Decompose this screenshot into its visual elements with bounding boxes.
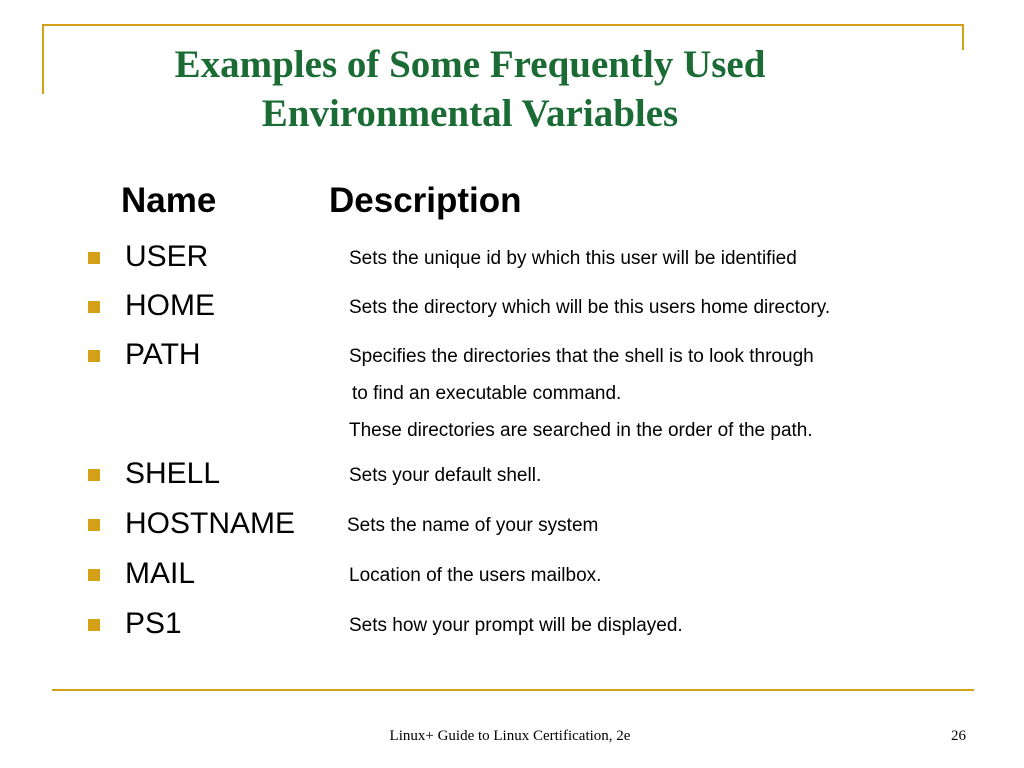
square-bullet-icon [88, 252, 100, 264]
square-bullet-icon [88, 569, 100, 581]
variable-name: USER [125, 240, 209, 273]
variable-description: Sets your default shell. [349, 465, 542, 486]
variable-name: HOSTNAME [125, 507, 296, 540]
page-number: 26 [951, 728, 966, 744]
square-bullet-icon [88, 619, 100, 631]
variable-row-ps1 [0, 605, 1024, 645]
frame-left-line [42, 24, 44, 94]
variable-description: Sets the name of your system [347, 515, 599, 536]
square-bullet-icon [88, 301, 100, 313]
variable-row-home [0, 287, 1024, 327]
variable-name: SHELL [125, 457, 221, 490]
description-column-header: Description [329, 181, 522, 220]
variable-description: Location of the users mailbox. [349, 565, 602, 586]
variable-row-shell [0, 455, 1024, 495]
variable-name: PS1 [125, 607, 182, 640]
slide-title [90, 40, 850, 138]
variable-name: MAIL [125, 557, 196, 590]
footer-caption: Linux+ Guide to Linux Certification, 2e [389, 728, 631, 744]
name-column-header: Name [121, 181, 217, 220]
variable-description: Sets the directory which will be this users home directory. [349, 297, 831, 318]
slide-title-line-2: Environmental Variables [261, 92, 679, 135]
slide-title-line-1: Examples of Some Frequently Used [174, 43, 766, 86]
footer-divider [52, 689, 974, 691]
variable-row-user [0, 238, 1024, 278]
variable-description: Specifies the directories that the shell is to look through [349, 346, 814, 367]
frame-top-line [42, 24, 964, 26]
variable-name: PATH [125, 338, 201, 371]
square-bullet-icon [88, 350, 100, 362]
square-bullet-icon [88, 469, 100, 481]
variable-name: HOME [125, 289, 215, 322]
square-bullet-icon [88, 519, 100, 531]
variable-row-mail [0, 555, 1024, 595]
variable-description-continuation: These directories are searched in the order of the path. [349, 420, 813, 441]
variable-description: Sets how your prompt will be displayed. [349, 615, 683, 636]
variable-row-hostname [0, 505, 1024, 545]
variable-description: Sets the unique id by which this user will be identified [349, 248, 797, 269]
frame-right-line [962, 24, 964, 50]
variable-description-continuation: to find an executable command. [352, 383, 622, 404]
variable-row-path [0, 336, 1024, 446]
